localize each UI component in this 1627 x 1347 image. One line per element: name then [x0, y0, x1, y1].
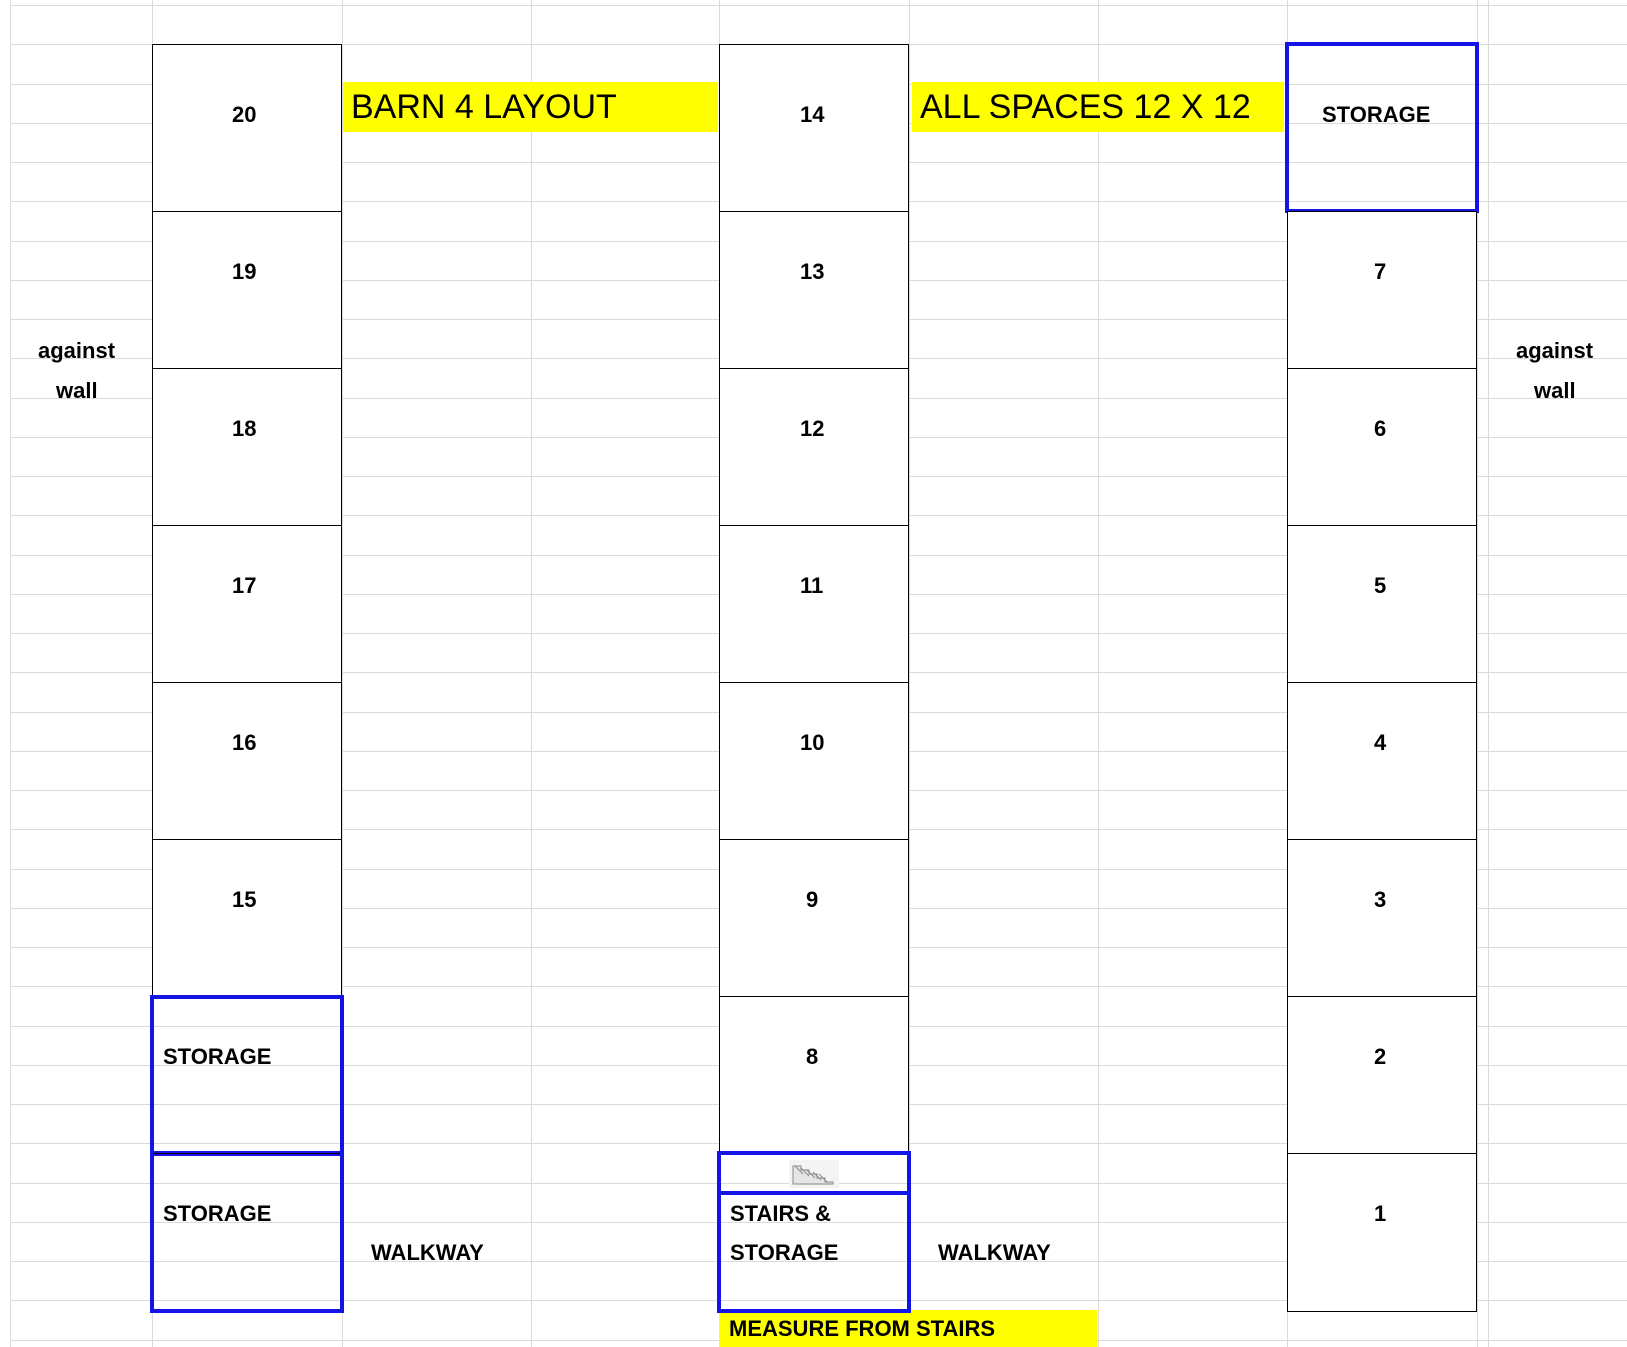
space-number-15: 15 — [232, 887, 257, 912]
space-11[interactable] — [719, 525, 909, 683]
storage-right[interactable] — [1285, 42, 1479, 213]
storage-divider — [154, 1153, 340, 1154]
measure-note: MEASURE FROM STAIRS — [719, 1310, 1097, 1347]
space-9[interactable] — [719, 839, 909, 997]
space-15[interactable] — [152, 839, 342, 997]
space-number-3: 3 — [1374, 887, 1387, 912]
walkway-label-right: WALKWAY — [938, 1240, 1051, 1265]
space-number-5: 5 — [1374, 573, 1387, 598]
space-number-17: 17 — [232, 573, 257, 598]
space-number-1: 1 — [1374, 1201, 1387, 1226]
space-number-8: 8 — [806, 1044, 819, 1069]
space-5[interactable] — [1287, 525, 1477, 683]
space-17[interactable] — [152, 525, 342, 683]
stairs-label-line1: STAIRS & — [730, 1201, 832, 1226]
space-number-18: 18 — [232, 416, 257, 441]
storage-label-right: STORAGE — [1322, 102, 1431, 127]
walkway-label-left: WALKWAY — [371, 1240, 484, 1265]
gridline-vertical — [10, 0, 11, 1347]
stairs-label-line2: STORAGE — [730, 1240, 839, 1265]
space-1[interactable] — [1287, 1153, 1477, 1312]
space-13[interactable] — [719, 211, 909, 369]
space-3[interactable] — [1287, 839, 1477, 997]
space-18[interactable] — [152, 368, 342, 526]
space-19[interactable] — [152, 211, 342, 369]
storage-label-left-lower: STORAGE — [163, 1201, 272, 1226]
space-number-13: 13 — [800, 259, 825, 284]
space-number-4: 4 — [1374, 730, 1387, 755]
stairs-icon — [789, 1160, 839, 1188]
gridline-horizontal — [10, 5, 1627, 6]
layout-title: BARN 4 LAYOUT — [343, 82, 718, 132]
gridline-vertical — [1488, 0, 1489, 1347]
space-number-9: 9 — [806, 887, 819, 912]
gridline-vertical — [909, 0, 910, 1347]
space-number-10: 10 — [800, 730, 825, 755]
spaces-size-note: ALL SPACES 12 X 12 — [912, 82, 1284, 132]
right-wall-label-line2: wall — [1534, 378, 1576, 403]
space-6[interactable] — [1287, 368, 1477, 526]
space-10[interactable] — [719, 682, 909, 840]
space-number-12: 12 — [800, 416, 825, 441]
space-8[interactable] — [719, 996, 909, 1154]
right-wall-label-line1: against — [1516, 338, 1594, 363]
storage-label-left-upper: STORAGE — [163, 1044, 272, 1069]
space-number-2: 2 — [1374, 1044, 1387, 1069]
space-number-6: 6 — [1374, 416, 1387, 441]
space-7[interactable] — [1287, 211, 1477, 369]
space-number-14: 14 — [800, 102, 825, 127]
space-4[interactable] — [1287, 682, 1477, 840]
left-wall-label-line2: wall — [56, 378, 98, 403]
space-14[interactable] — [719, 44, 909, 212]
space-number-7: 7 — [1374, 259, 1387, 284]
space-number-16: 16 — [232, 730, 257, 755]
space-12[interactable] — [719, 368, 909, 526]
space-20[interactable] — [152, 44, 342, 212]
space-number-11: 11 — [800, 573, 824, 598]
space-2[interactable] — [1287, 996, 1477, 1154]
gridline-vertical — [531, 0, 532, 1347]
storage-left-lower[interactable] — [150, 1152, 344, 1313]
space-number-20: 20 — [232, 102, 257, 127]
space-number-19: 19 — [232, 259, 257, 284]
left-wall-label-line1: against — [38, 338, 116, 363]
space-16[interactable] — [152, 682, 342, 840]
gridline-vertical — [1098, 0, 1099, 1347]
storage-left-upper[interactable] — [150, 995, 344, 1155]
